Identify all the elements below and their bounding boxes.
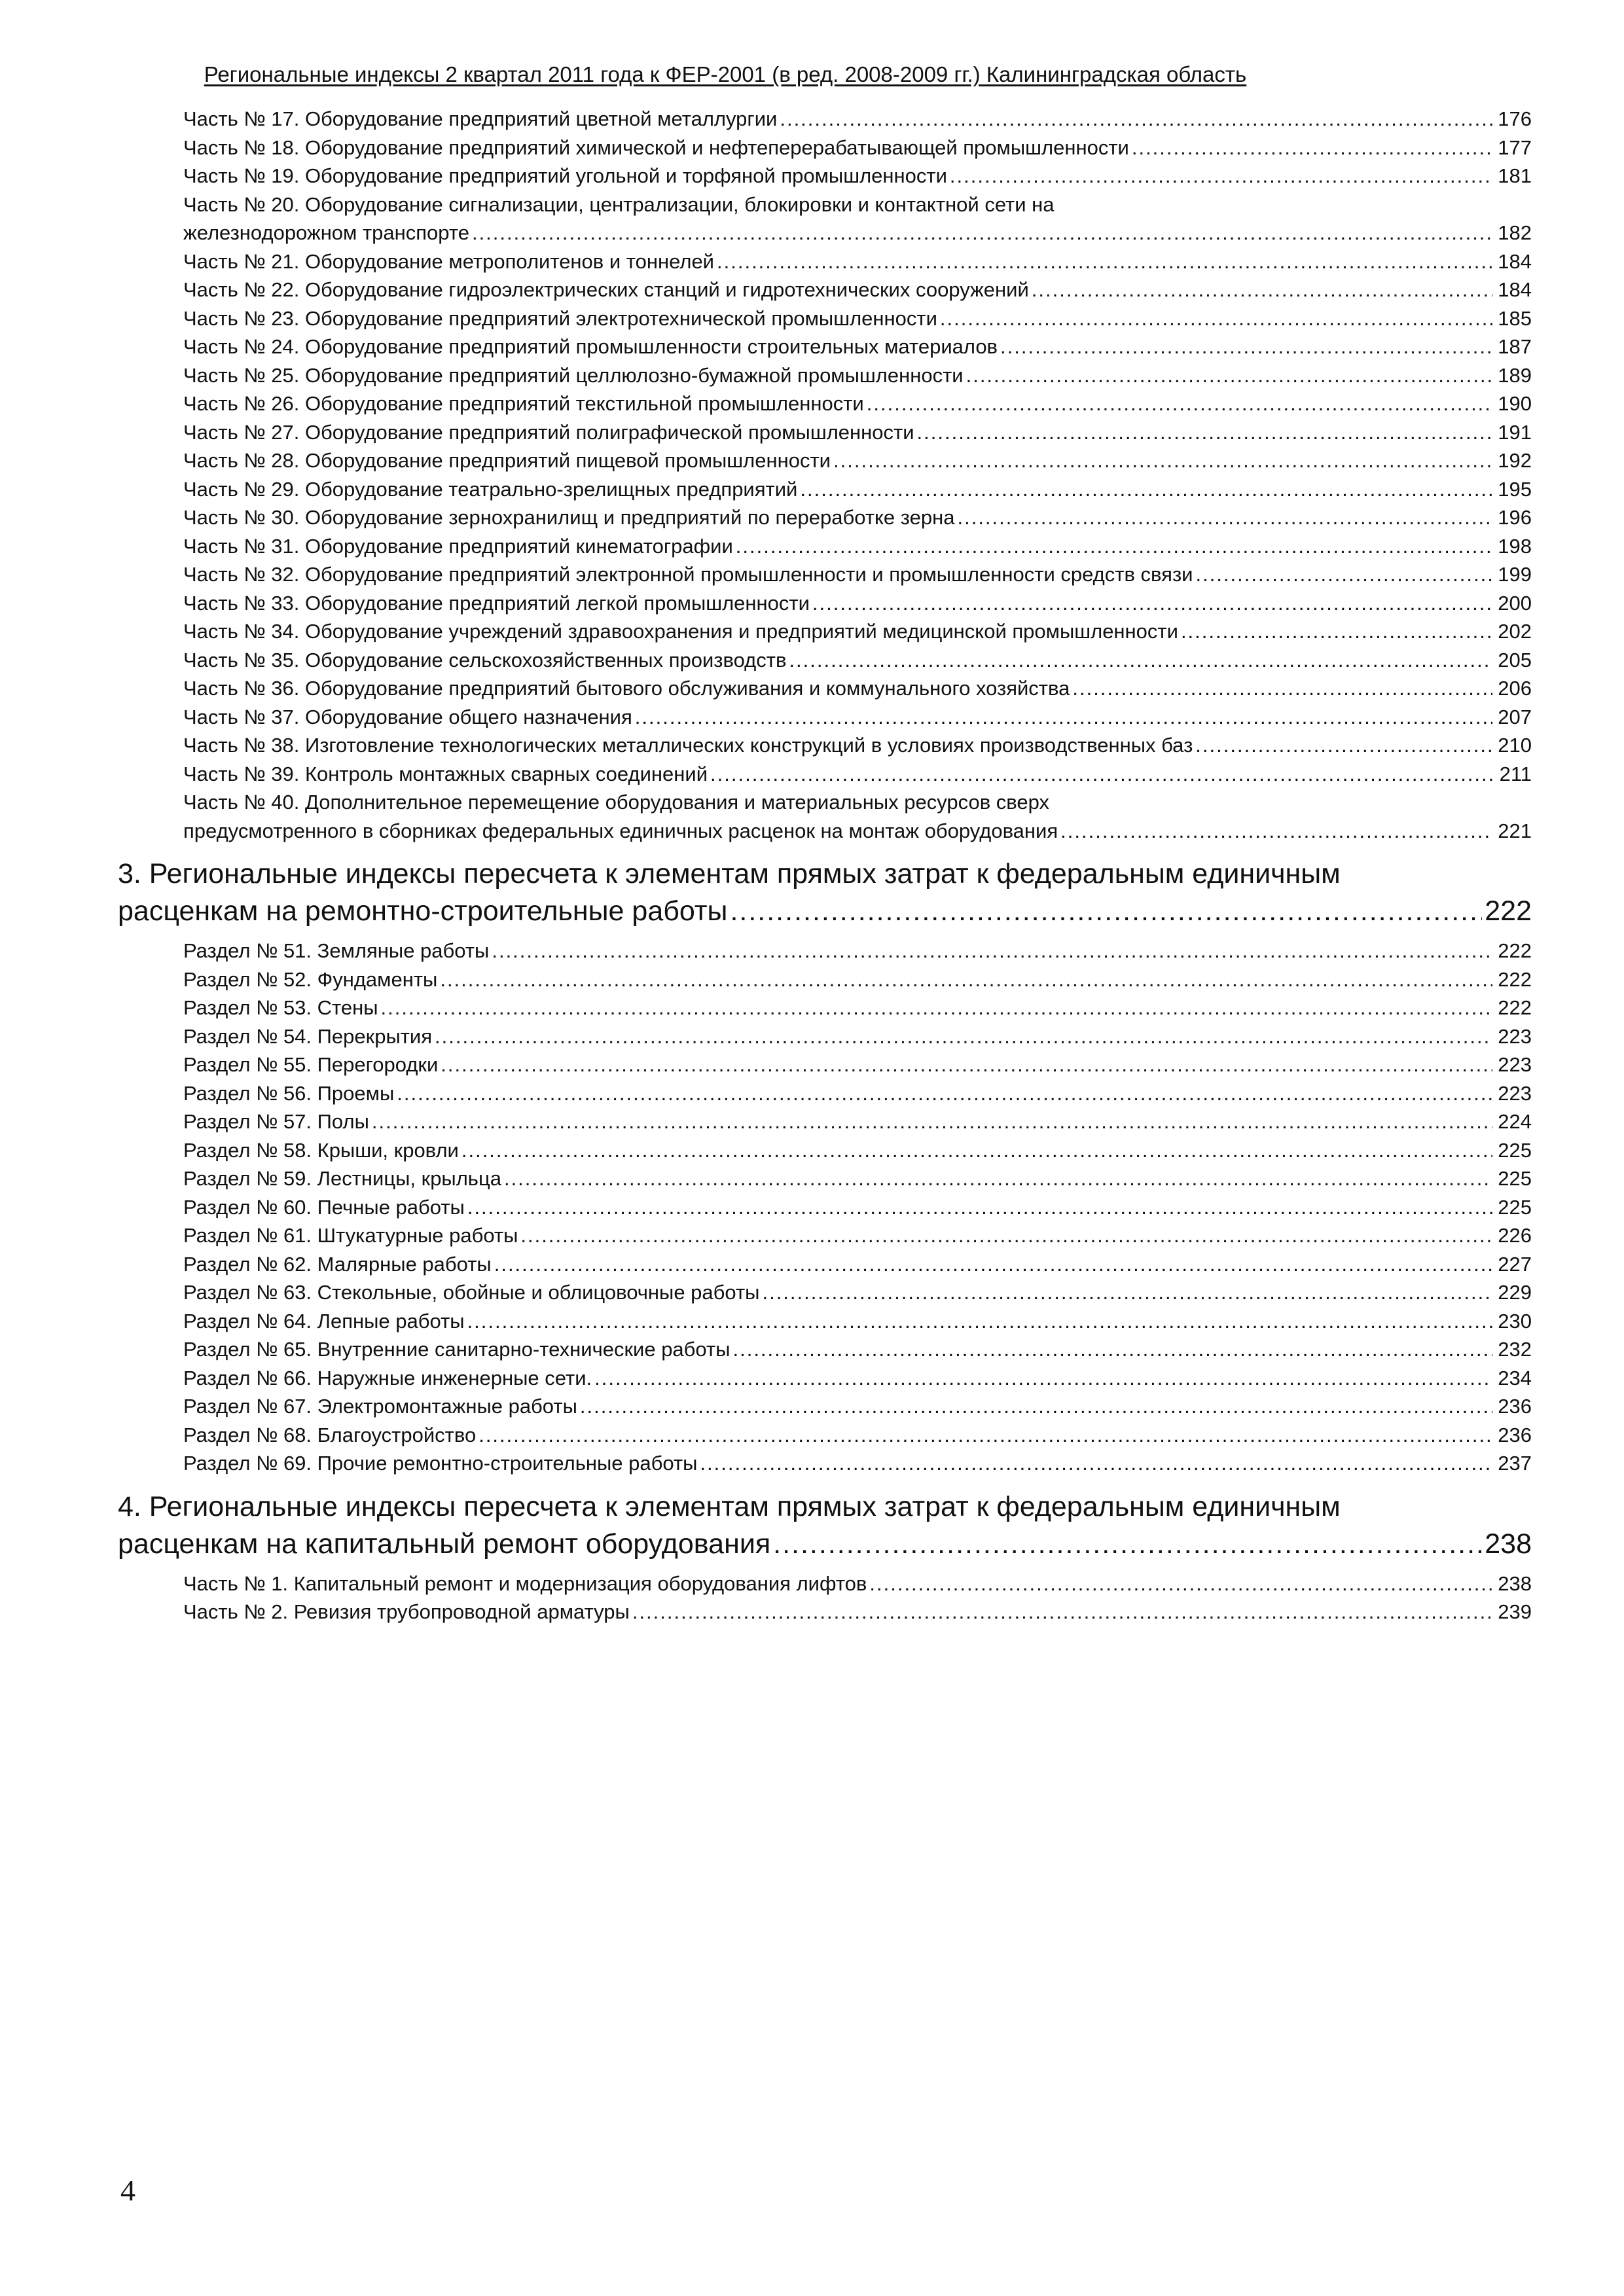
toc-entry[interactable] (118, 1022, 1532, 1051)
dot-leader (441, 1050, 1492, 1079)
dot-leader (773, 1526, 1482, 1563)
toc-entry-title: Часть № 39. Контроль монтажных сварных соединений (183, 762, 708, 785)
section-3-title-line2: расценкам на ремонтно-строительные работы (118, 895, 728, 927)
toc-page-number: 191 (1498, 420, 1532, 444)
toc-entry-title: Часть № 38. Изготовление технологических металлических конструкций в условиях производственных баз (183, 734, 1193, 757)
toc-entry-title: Часть № 31. Оборудование предприятий кинематографии (183, 534, 733, 558)
toc-entry[interactable] (118, 361, 1532, 390)
toc-entry[interactable] (118, 475, 1532, 504)
dot-leader (440, 965, 1492, 994)
toc-entry[interactable] (118, 503, 1532, 532)
toc-entry[interactable] (118, 560, 1532, 589)
toc-entry-title: Часть № 29. Оборудование театрально-зрелищных предприятий (183, 477, 798, 501)
dot-leader (492, 937, 1492, 965)
toc-page-number: 227 (1498, 1252, 1532, 1276)
toc-page-number: 225 (1498, 1195, 1532, 1219)
toc-section-3[interactable] (118, 855, 1532, 930)
toc-entry[interactable] (118, 1050, 1532, 1079)
toc-page-number: 190 (1498, 392, 1532, 415)
section-4-title-line1: 4. Региональные индексы пересчета к элементам прямых затрат к федеральным единичным (118, 1490, 1341, 1522)
toc-entry-title: Раздел № 58. Крыши, кровли (183, 1138, 459, 1162)
toc-entry-title: Часть № 36. Оборудование предприятий бытового обслуживания и коммунального хозяйства (183, 677, 1070, 700)
dot-leader (1132, 134, 1492, 162)
toc-entry[interactable] (118, 1250, 1532, 1279)
section-3-page-number: 222 (1485, 895, 1532, 927)
toc-entry-title: Раздел № 66. Наружные инженерные сети. (183, 1366, 592, 1390)
toc-entry[interactable] (118, 1598, 1532, 1626)
toc-entry-title: Раздел № 51. Земляные работы (183, 939, 490, 962)
dot-leader (504, 1164, 1492, 1193)
dot-leader (635, 703, 1492, 732)
toc-page-number: 177 (1498, 135, 1532, 159)
toc-entry[interactable] (118, 937, 1532, 965)
toc-page-number: 200 (1498, 591, 1532, 615)
toc-entry[interactable] (118, 1421, 1532, 1450)
dot-leader (762, 1278, 1492, 1307)
toc-entry[interactable] (118, 617, 1532, 646)
section-3-title-line1: 3. Региональные индексы пересчета к элементам прямых затрат к федеральным единичным (118, 858, 1341, 889)
toc-page-number: 221 (1498, 819, 1532, 842)
toc-page-number: 187 (1498, 335, 1532, 358)
toc-entry-title: Часть № 35. Оборудование сельскохозяйственных производств (183, 648, 787, 672)
toc-entry[interactable] (118, 589, 1532, 618)
dot-leader (730, 893, 1482, 930)
toc-entry-title: Часть № 34. Оборудование учреждений здравоохранения и предприятий медицинской промышленности (183, 620, 1178, 643)
dot-leader (1195, 560, 1492, 589)
toc-page-number: 210 (1498, 734, 1532, 757)
dot-leader (1072, 674, 1492, 703)
toc-entry[interactable] (118, 247, 1532, 276)
toc-entry[interactable] (118, 1278, 1532, 1307)
toc-entry[interactable] (118, 1136, 1532, 1165)
toc-entry[interactable] (118, 965, 1532, 994)
toc-group-repair-sections (118, 937, 1532, 1478)
dot-leader (467, 1307, 1492, 1336)
toc-entry[interactable] (118, 760, 1532, 789)
toc-entry[interactable] (118, 134, 1532, 162)
toc-entry[interactable] (118, 646, 1532, 675)
toc-page-number: 198 (1498, 534, 1532, 558)
toc-page-number: 185 (1498, 306, 1532, 330)
toc-page-number: 207 (1498, 705, 1532, 728)
toc-entry-title: Часть № 1. Капитальный ремонт и модернизация оборудования лифтов (183, 1571, 867, 1595)
toc-entry-title: Часть № 33. Оборудование предприятий легкой промышленности (183, 591, 810, 615)
toc-entry[interactable] (118, 703, 1532, 732)
toc-entry-title: Часть № 27. Оборудование предприятий полиграфической промышленности (183, 420, 914, 444)
toc-entry-title: Часть № 24. Оборудование предприятий промышленности строительных материалов (183, 335, 998, 358)
dot-leader (1060, 817, 1492, 846)
toc-page-number: 225 (1498, 1167, 1532, 1190)
toc-entry-title: Раздел № 67. Электромонтажные работы (183, 1395, 577, 1418)
toc-entry[interactable] (118, 1107, 1532, 1136)
dot-leader (789, 646, 1492, 675)
toc-entry[interactable] (118, 418, 1532, 447)
toc-entry[interactable] (118, 389, 1532, 418)
dot-leader (800, 475, 1492, 504)
toc-entry-title: Раздел № 59. Лестницы, крыльца (183, 1167, 501, 1190)
toc-entry-title: Часть № 19. Оборудование предприятий угольной и торфяной промышленности (183, 164, 947, 187)
toc-entry-title-continued: предусмотренного в сборниках федеральных единичных расценок на монтаж оборудования (183, 819, 1058, 842)
toc-page-number: 232 (1498, 1338, 1532, 1361)
toc-entry-title: Раздел № 57. Полы (183, 1110, 369, 1133)
dot-leader (478, 1421, 1492, 1450)
dot-leader (780, 105, 1492, 134)
dot-leader (397, 1079, 1492, 1108)
toc-page-number: 176 (1498, 107, 1532, 130)
toc-entry-title: Часть № 30. Оборудование зернохранилищ и предприятий по переработке зерна (183, 506, 955, 529)
toc-entry-title: Раздел № 64. Лепные работы (183, 1309, 465, 1333)
dot-leader (472, 219, 1492, 247)
toc-entry[interactable] (118, 1221, 1532, 1250)
toc-group-equipment-parts (118, 105, 1532, 845)
toc-page-number: 211 (1499, 762, 1532, 785)
dot-leader (950, 162, 1492, 190)
toc-page-number: 192 (1498, 449, 1532, 472)
toc-page-number: 195 (1498, 477, 1532, 501)
toc-entry[interactable] (118, 731, 1532, 760)
toc-entry-title: Часть № 21. Оборудование метрополитенов и тоннелей (183, 249, 714, 273)
toc-entry-title: Часть № 23. Оборудование предприятий электротехнической промышленности (183, 306, 937, 330)
toc-page-number: 237 (1498, 1452, 1532, 1475)
dot-leader (700, 1449, 1492, 1478)
toc-entry-title: Часть № 20. Оборудование сигнализации, централизации, блокировки и контактной сети на (183, 192, 1055, 216)
toc-page-number: 236 (1498, 1423, 1532, 1446)
toc-page-number: 182 (1498, 221, 1532, 244)
dot-leader (732, 1335, 1492, 1364)
toc-entry[interactable] (118, 1570, 1532, 1598)
dot-leader (869, 1570, 1492, 1598)
dot-leader (833, 446, 1492, 475)
toc-page-number: 223 (1498, 1081, 1532, 1105)
toc-page-number: 224 (1498, 1110, 1532, 1133)
toc-entry[interactable] (118, 1335, 1532, 1364)
toc-entry[interactable] (118, 1164, 1532, 1193)
toc-page-number: 225 (1498, 1138, 1532, 1162)
dot-leader (957, 503, 1492, 532)
dot-leader (520, 1221, 1492, 1250)
toc-entry-title: Раздел № 52. Фундаменты (183, 967, 438, 991)
dot-leader (381, 994, 1492, 1022)
toc-entry-title: Часть № 2. Ревизия трубопроводной арматуры (183, 1600, 630, 1623)
dot-leader (594, 1364, 1492, 1393)
toc-page-number: 223 (1498, 1024, 1532, 1048)
toc-page-number: 181 (1498, 164, 1532, 187)
toc-page-number: 189 (1498, 363, 1532, 387)
toc-entry-title: Раздел № 61. Штукатурные работы (183, 1224, 518, 1247)
toc-entry[interactable] (118, 162, 1532, 190)
toc-entry-title: Часть № 32. Оборудование предприятий электронной промышленности и промышленности средств связи (183, 563, 1193, 586)
toc-page-number: 184 (1498, 249, 1532, 273)
section-4-page-number: 238 (1485, 1528, 1532, 1560)
toc-group-capital-repair (118, 1570, 1532, 1626)
toc-entry[interactable] (118, 788, 1532, 845)
table-of-contents (118, 105, 1532, 1626)
toc-entry[interactable] (118, 1364, 1532, 1393)
dot-leader (917, 418, 1492, 447)
dot-leader (867, 389, 1492, 418)
section-4-title-line2: расценкам на капитальный ремонт оборудования (118, 1528, 771, 1560)
toc-page-number: 226 (1498, 1224, 1532, 1247)
toc-page-number: 238 (1498, 1571, 1532, 1595)
dot-leader (1000, 332, 1492, 361)
dot-leader (940, 304, 1492, 333)
dot-leader (1195, 731, 1492, 760)
toc-entry-title: Раздел № 56. Проемы (183, 1081, 395, 1105)
dot-leader (812, 589, 1492, 618)
toc-entry-title: Часть № 40. Дополнительное перемещение оборудования и материальных ресурсов сверх (183, 791, 1050, 814)
toc-entry-title: Часть № 22. Оборудование гидроэлектрических станций и гидротехнических сооружений (183, 278, 1029, 301)
toc-entry-title: Раздел № 65. Внутренние санитарно-технические работы (183, 1338, 731, 1361)
toc-entry[interactable] (118, 105, 1532, 134)
page-header: Региональные индексы 2 квартал 2011 года к ФЕР-2001 (в ред. 2008-2009 гг.) Калининградская область (204, 62, 1247, 86)
toc-page-number: 229 (1498, 1281, 1532, 1304)
toc-entry[interactable] (118, 532, 1532, 561)
toc-entry[interactable] (118, 446, 1532, 475)
toc-entry[interactable] (118, 276, 1532, 304)
toc-entry-title: Раздел № 53. Стены (183, 996, 378, 1019)
toc-page-number: 239 (1498, 1600, 1532, 1623)
dot-leader (966, 361, 1492, 390)
dot-leader (1181, 617, 1492, 646)
dot-leader (632, 1598, 1492, 1626)
dot-leader (461, 1136, 1492, 1165)
toc-page-number: 222 (1498, 967, 1532, 991)
dot-leader (467, 1193, 1492, 1222)
dot-leader (1032, 276, 1492, 304)
toc-entry[interactable] (118, 1307, 1532, 1336)
toc-entry-title: Раздел № 68. Благоустройство (183, 1423, 477, 1446)
dot-leader (710, 760, 1492, 789)
toc-entry-title: Раздел № 54. Перекрытия (183, 1024, 433, 1048)
toc-entry-title: Часть № 17. Оборудование предприятий цветной металлургии (183, 107, 778, 130)
toc-entry-title: Раздел № 55. Перегородки (183, 1053, 439, 1076)
dot-leader (494, 1250, 1492, 1279)
dot-leader (736, 532, 1492, 561)
toc-entry[interactable] (118, 1193, 1532, 1222)
toc-page-number: 223 (1498, 1053, 1532, 1076)
dot-leader (435, 1022, 1492, 1051)
toc-page-number: 199 (1498, 563, 1532, 586)
toc-page-number: 206 (1498, 677, 1532, 700)
toc-entry[interactable] (118, 1449, 1532, 1478)
toc-page-number: 230 (1498, 1309, 1532, 1333)
page-number: 4 (120, 2174, 135, 2207)
toc-entry-title: Раздел № 60. Печные работы (183, 1195, 465, 1219)
toc-page-number: 222 (1498, 996, 1532, 1019)
toc-entry-title: Часть № 37. Оборудование общего назначения (183, 705, 632, 728)
toc-page-number: 236 (1498, 1395, 1532, 1418)
toc-page-number: 222 (1498, 939, 1532, 962)
toc-entry-title: Раздел № 62. Малярные работы (183, 1252, 492, 1276)
toc-section-4[interactable] (118, 1488, 1532, 1563)
dot-leader (580, 1392, 1492, 1421)
dot-leader (717, 247, 1492, 276)
toc-page-number: 196 (1498, 506, 1532, 529)
toc-entry-title: Часть № 25. Оборудование предприятий целлюлозно-бумажной промышленности (183, 363, 964, 387)
dot-leader (372, 1107, 1492, 1136)
toc-page-number: 234 (1498, 1366, 1532, 1390)
toc-entry[interactable] (118, 1392, 1532, 1421)
toc-entry[interactable] (118, 1079, 1532, 1108)
toc-entry-title: Раздел № 63. Стекольные, обойные и облицовочные работы (183, 1281, 760, 1304)
toc-entry-title: Часть № 18. Оборудование предприятий химической и нефтеперерабатывающей промышленности (183, 135, 1129, 159)
toc-page-number: 202 (1498, 620, 1532, 643)
toc-entry[interactable] (118, 994, 1532, 1022)
toc-entry[interactable] (118, 332, 1532, 361)
toc-page-number: 205 (1498, 648, 1532, 672)
toc-entry[interactable] (118, 304, 1532, 333)
toc-page-number: 184 (1498, 278, 1532, 301)
toc-entry-title-continued: железнодорожном транспорте (183, 221, 469, 244)
toc-entry[interactable] (118, 674, 1532, 703)
toc-entry-title: Часть № 28. Оборудование предприятий пищевой промышленности (183, 449, 831, 472)
toc-entry-title: Часть № 26. Оборудование предприятий текстильной промышленности (183, 392, 864, 415)
toc-entry-title: Раздел № 69. Прочие ремонтно-строительные работы (183, 1452, 698, 1475)
toc-entry[interactable] (118, 190, 1532, 247)
